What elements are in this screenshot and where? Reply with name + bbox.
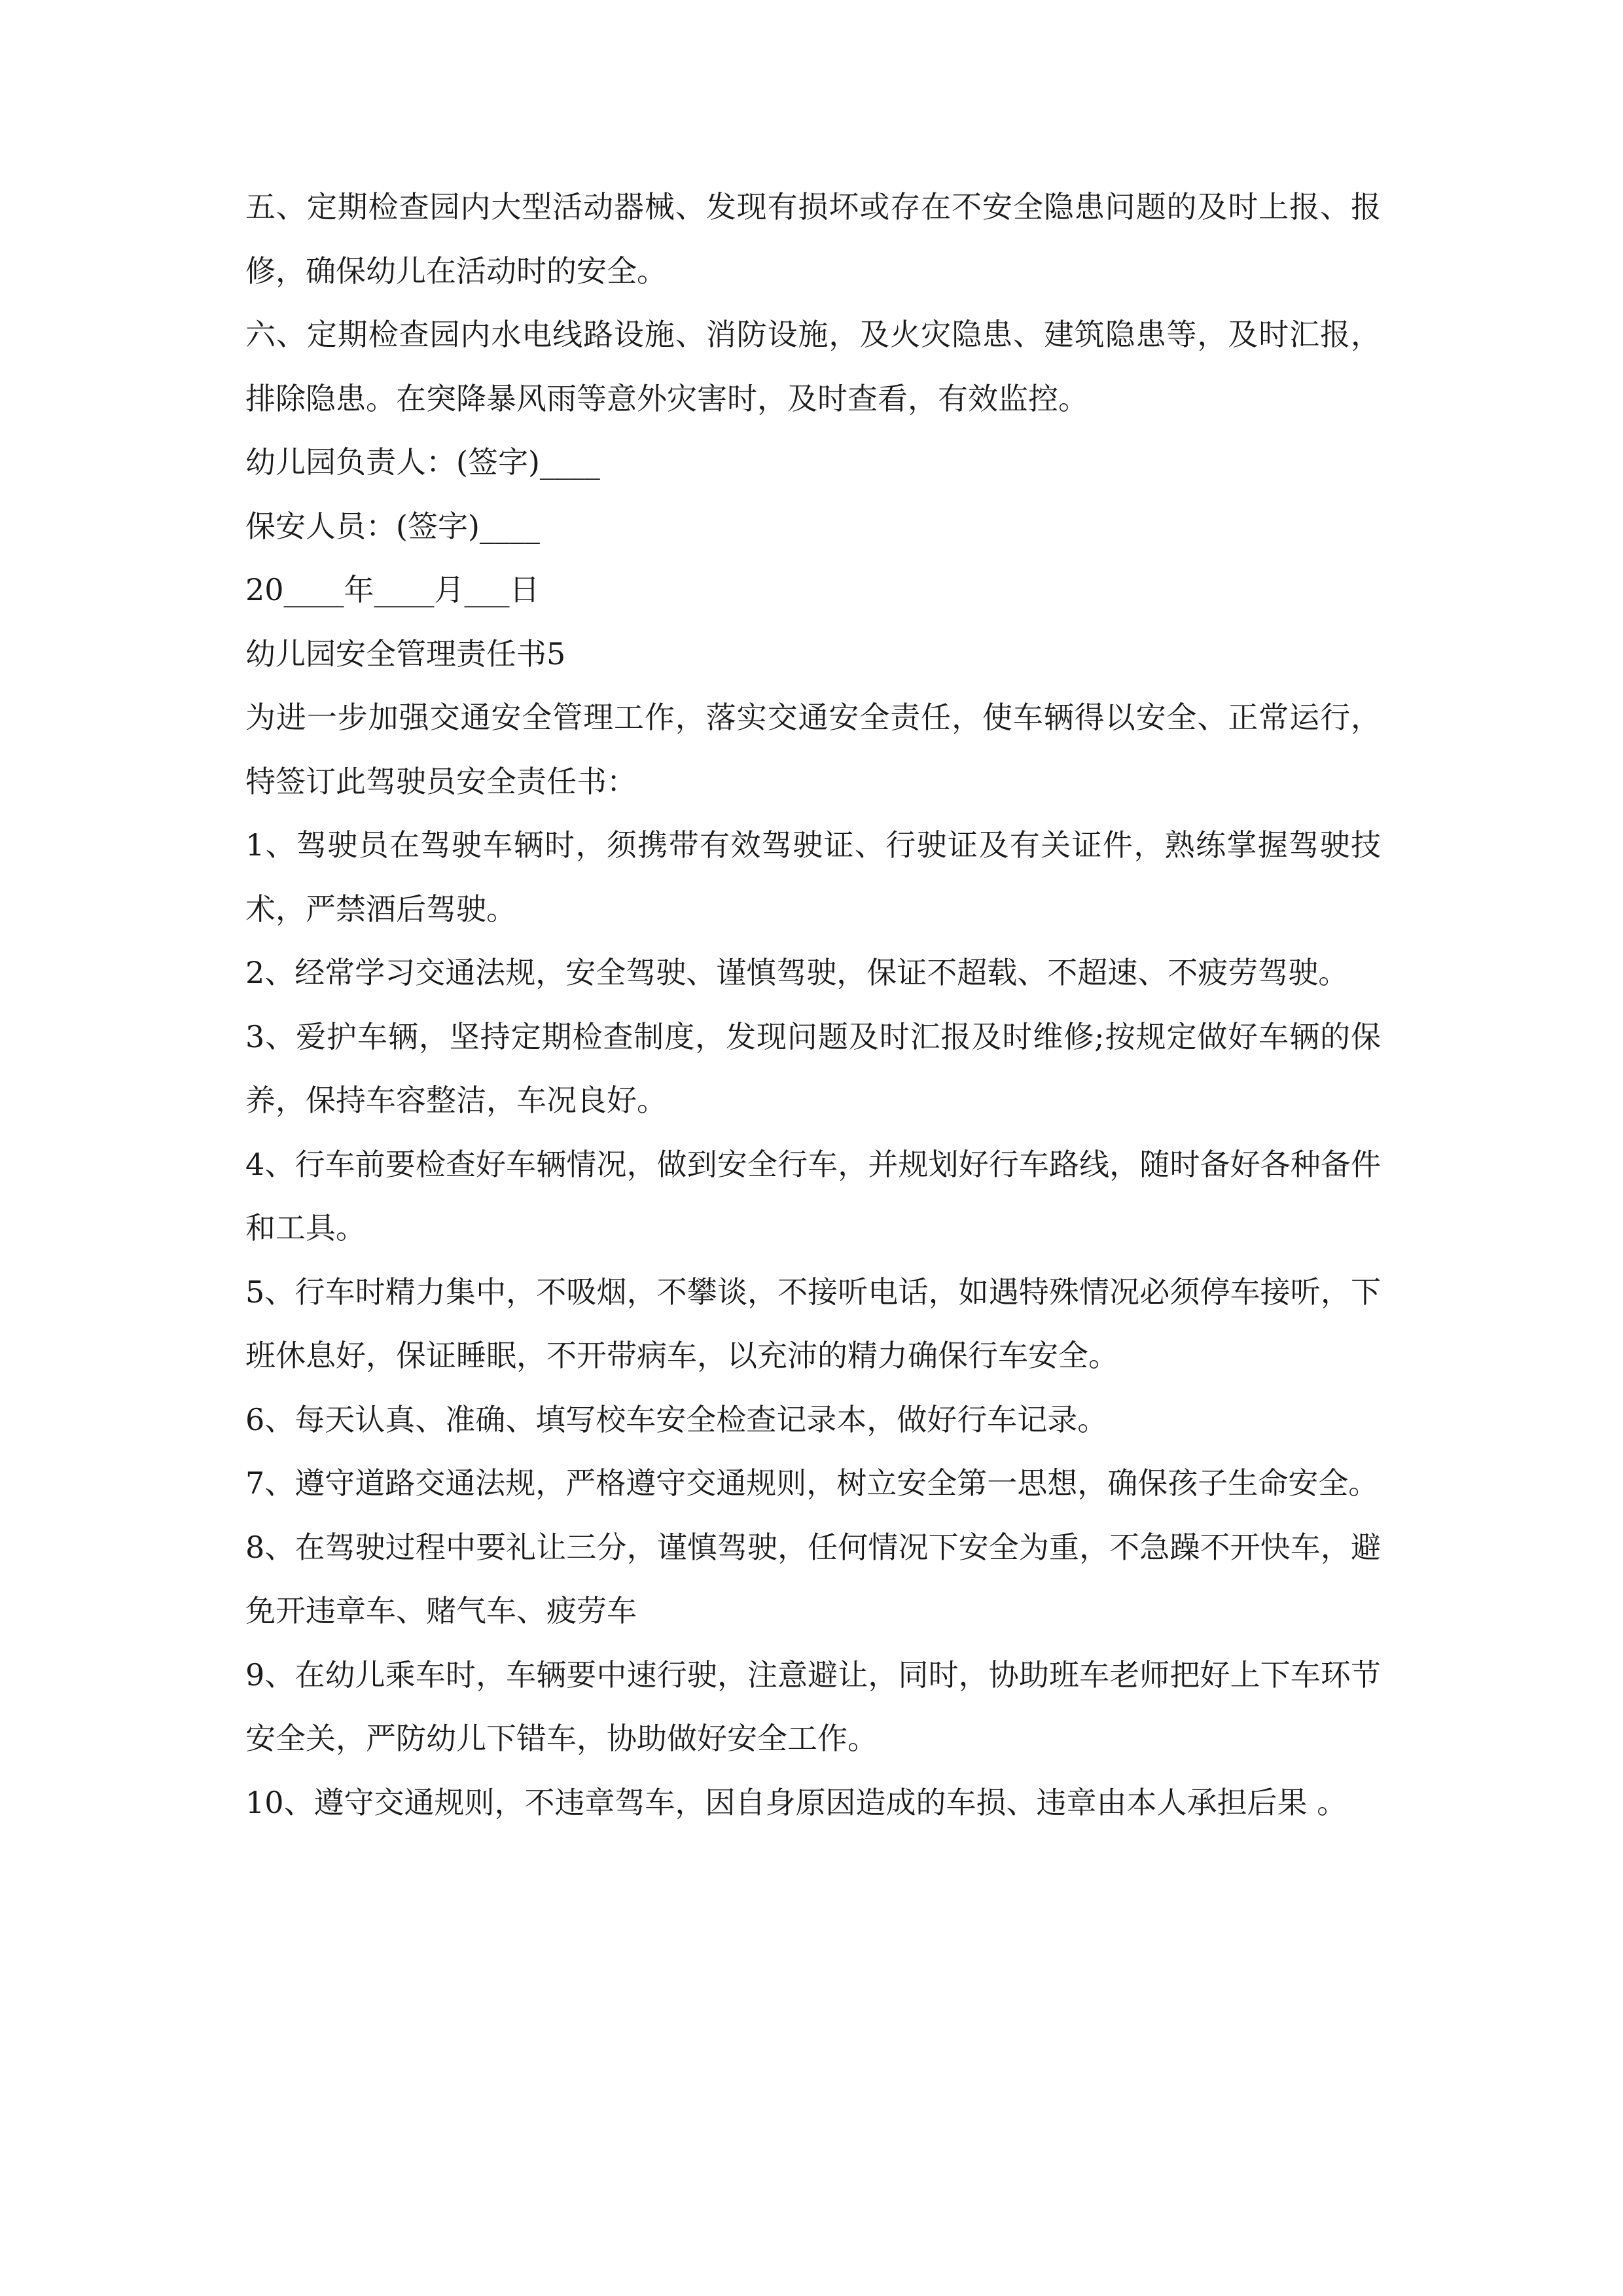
rule-item-10: 10、遵守交通规则，不违章驾车，因自身原因造成的车损、违章由本人承担后果 。 xyxy=(245,1784,1347,1820)
rule-item-5: 5、行车时精力集中，不吸烟，不攀谈，不接听电话，如遇特殊情况必须停车接听，下班休息好，保证睡眠，不开带病车，以充沛的精力确保行车安全。 xyxy=(245,1274,1381,1373)
signature-line-principal: 幼儿园负责人：(签字)____ xyxy=(245,444,600,480)
paragraph-item-6-facilities: 六、定期检查园内水电线路设施、消防设施，及火灾隐患、建筑隐患等，及时汇报，排除隐患。在突降暴风雨等意外灾害时，及时查看，有效监控。 xyxy=(245,317,1381,416)
rule-item-7: 7、遵守道路交通法规，严格遵守交通规则，树立安全第一思想，确保孩子生命安全。 xyxy=(245,1465,1379,1501)
rule-item-2: 2、经常学习交通法规，安全驾驶、谨慎驾驶，保证不超载、不超速、不疲劳驾驶。 xyxy=(245,955,1349,990)
signature-line-security: 保安人员：(签字)____ xyxy=(245,508,540,544)
date-line: 20____年____月___日 xyxy=(245,572,540,607)
rule-item-9: 9、在幼儿乘车时，车辆要中速行驶，注意避让，同时，协助班车老师把好上下车环节安全关，严防幼儿下错车，协助做好安全工作。 xyxy=(245,1657,1381,1756)
rule-item-8: 8、在驾驶过程中要礼让三分，谨慎驾驶，任何情况下安全为重，不急躁不开快车，避免开违章车、赌气车、疲劳车 xyxy=(245,1529,1381,1628)
section-title: 幼儿园安全管理责任书5 xyxy=(245,636,566,672)
rule-item-1: 1、驾驶员在驾驶车辆时，须携带有效驾驶证、行驶证及有关证件，熟练掌握驾驶技术，严禁酒后驾驶。 xyxy=(245,827,1381,927)
paragraph-item-5-equipment: 五、定期检查园内大型活动器械、发现有损坏或存在不安全隐患问题的及时上报、报修，确保幼儿在活动时的安全。 xyxy=(245,189,1381,289)
intro-paragraph: 为进一步加强交通安全管理工作，落实交通安全责任，使车辆得以安全、正常运行，特签订此驾驶员安全责任书： xyxy=(245,700,1381,799)
document-body xyxy=(245,175,1381,1835)
rule-item-4: 4、行车前要检查好车辆情况，做到安全行车，并规划好行车路线，随时备好各种备件和工具。 xyxy=(245,1146,1381,1246)
rule-item-3: 3、爱护车辆，坚持定期检查制度，发现问题及时汇报及时维修;按规定做好车辆的保养，保持车容整洁，车况良好。 xyxy=(245,1018,1381,1118)
rule-item-6: 6、每天认真、准确、填写校车安全检查记录本，做好行车记录。 xyxy=(245,1401,1108,1437)
